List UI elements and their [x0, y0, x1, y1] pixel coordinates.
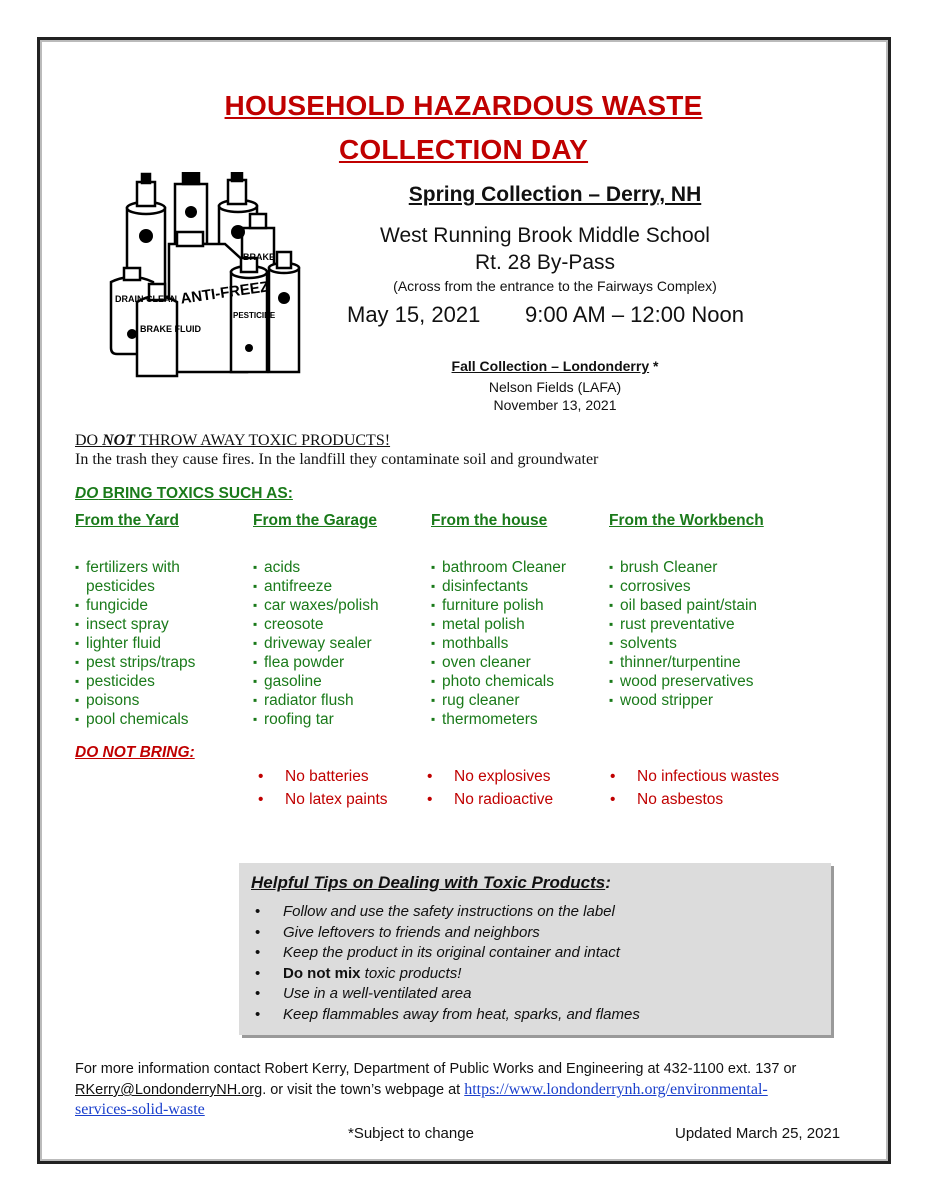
list-item: ▪ mothballs: [431, 634, 566, 653]
footer-contact-line: For more information contact Robert Kerry, Department of Public Works and Engineering at 432-1100 ext. 137 or: [75, 1061, 797, 1077]
tips-list: [255, 902, 640, 1025]
warning-heading: [75, 432, 390, 450]
list-item-continuation: [75, 577, 195, 596]
list-item: ▪ car waxes/polish: [253, 596, 379, 615]
label-brake-fluid: BRAKE FLUID: [140, 324, 201, 334]
list-item: • No latex paints: [252, 788, 388, 811]
fall-date: November 13, 2021: [493, 397, 617, 413]
list-item: ▪ disinfectants: [431, 577, 566, 596]
footer-links-line: [75, 1081, 875, 1099]
do-bring-do: DO: [75, 485, 99, 502]
list-item: ▪ furniture polish: [431, 596, 566, 615]
list-item: ▪ driveway sealer: [253, 634, 379, 653]
list-item: ▪ insect spray: [75, 615, 195, 634]
tip-item: • Use in a well-ventilated area: [255, 984, 640, 1005]
do-bring-rest: BRING TOXICS SUCH AS:: [98, 485, 293, 502]
list-item: ▪ brush Cleaner: [609, 558, 757, 577]
workbench-list: [609, 558, 757, 710]
tip-bold-prefix: Do not mix: [283, 964, 361, 982]
list-item: ▪ rust preventative: [609, 615, 757, 634]
fall-collection-heading: [395, 358, 715, 374]
list-item: ▪ fungicide: [75, 596, 195, 615]
list-item: ▪ thermometers: [431, 710, 566, 729]
spring-date: May 15, 2021: [347, 302, 481, 327]
list-item: ▪ bathroom Cleaner: [431, 558, 566, 577]
warning-suffix: THROW AWAY TOXIC PRODUCTS!: [135, 432, 391, 449]
do-not-bring-heading: DO NOT BRING:: [75, 744, 195, 761]
warning-text: In the trash they cause fires. In the landfill they contaminate soil and groundwater: [75, 451, 599, 468]
tips-heading-text: Helpful Tips on Dealing with Toxic Products: [251, 873, 606, 892]
label-pesticide: PESTICIDE: [233, 311, 276, 320]
list-item: ▪ rug cleaner: [431, 691, 566, 710]
do-not-bring-list-2: [421, 765, 553, 811]
footer-url-continued: [75, 1101, 205, 1119]
list-item: ▪ poisons: [75, 691, 195, 710]
house-list: [431, 558, 566, 729]
list-item: • No batteries: [252, 765, 388, 788]
garage-list: [253, 558, 379, 729]
email-link[interactable]: RKerry@LondonderryNH.org: [75, 1082, 263, 1098]
title-line-1: HOUSEHOLD HAZARDOUS WASTE: [224, 90, 703, 121]
updated-date: Updated March 25, 2021: [675, 1125, 841, 1142]
tip-item: • Keep flammables away from heat, sparks, and flames: [255, 1005, 640, 1026]
subject-to-change: *Subject to change: [348, 1125, 474, 1142]
list-item: ▪ antifreeze: [253, 577, 379, 596]
hazardous-containers-illustration: [107, 172, 307, 384]
website-link[interactable]: https://www.londonderrynh.org/environmental-: [464, 1081, 768, 1098]
spring-collection-heading: Spring Collection – Derry, NH: [408, 183, 702, 206]
fall-heading-text: Fall Collection – Londonderry: [451, 358, 650, 374]
list-item: ▪ oven cleaner: [431, 653, 566, 672]
fall-location: Nelson Fields (LAFA): [488, 379, 622, 395]
helpful-tips-box: [239, 863, 831, 1035]
title-line-2: COLLECTION DAY: [338, 134, 589, 165]
list-item: ▪ thinner/turpentine: [609, 653, 757, 672]
column-heading-workbench: From the Workbench: [609, 512, 764, 529]
list-item: ▪ metal polish: [431, 615, 566, 634]
tip-item: • Keep the product in its original container and intact: [255, 943, 640, 964]
list-item: ▪ wood stripper: [609, 691, 757, 710]
tip-item: • Follow and use the safety instructions on the label: [255, 902, 640, 923]
list-item: ▪ acids: [253, 558, 379, 577]
list-item: ▪ pool chemicals: [75, 710, 195, 729]
list-item: • No infectious wastes: [604, 765, 779, 788]
warning-not: NOT: [102, 432, 135, 449]
label-drain-clean: DRAIN CLEAN: [115, 294, 177, 304]
tip-text: toxic products!: [364, 964, 462, 982]
spring-location: West Running Brook Middle School: [380, 224, 710, 247]
list-item: ▪ pesticides: [75, 672, 195, 691]
list-item: ▪ corrosives: [609, 577, 757, 596]
do-bring-heading: [75, 485, 293, 503]
spring-road: Rt. 28 By-Pass: [474, 251, 616, 274]
list-item: ▪ solvents: [609, 634, 757, 653]
list-item: ▪ radiator flush: [253, 691, 379, 710]
list-item: • No explosives: [421, 765, 553, 788]
fall-asterisk: *: [649, 358, 659, 374]
tip-item: [255, 964, 640, 985]
list-item: • No radioactive: [421, 788, 553, 811]
column-heading-yard: From the Yard: [75, 512, 179, 529]
list-item: ▪ oil based paint/stain: [609, 596, 757, 615]
do-not-bring-list-1: [252, 765, 388, 811]
footer-mid-text: . or visit the town’s webpage at: [262, 1082, 465, 1098]
list-item: ▪ photo chemicals: [431, 672, 566, 691]
list-item-continuation-text: pesticides: [86, 578, 155, 595]
spring-time: 9:00 AM – 12:00 Noon: [525, 302, 744, 327]
yard-list: [75, 558, 195, 729]
list-item: ▪ pest strips/traps: [75, 653, 195, 672]
list-item: ▪ wood preservatives: [609, 672, 757, 691]
list-item: ▪ fertilizers with: [75, 558, 195, 577]
list-item: • No asbestos: [604, 788, 779, 811]
tips-heading-colon: :: [605, 873, 611, 892]
tips-heading: [251, 873, 611, 893]
warning-prefix: DO: [75, 432, 103, 449]
list-item: ▪ creosote: [253, 615, 379, 634]
list-item: ▪ lighter fluid: [75, 634, 195, 653]
list-item: ▪ roofing tar: [253, 710, 379, 729]
column-heading-garage: From the Garage: [253, 512, 378, 529]
tip-item: • Give leftovers to friends and neighbors: [255, 923, 640, 944]
label-antifreeze: ANTI-FREEZ: [179, 278, 271, 308]
spring-note: (Across from the entrance to the Fairways Complex): [393, 278, 717, 294]
list-item: ▪ flea powder: [253, 653, 379, 672]
website-link-continued[interactable]: services-solid-waste: [75, 1101, 205, 1118]
label-brake: BRAKE: [243, 252, 276, 262]
column-heading-house: From the house: [431, 512, 548, 529]
do-not-bring-list-3: [604, 765, 779, 811]
list-item: ▪ gasoline: [253, 672, 379, 691]
